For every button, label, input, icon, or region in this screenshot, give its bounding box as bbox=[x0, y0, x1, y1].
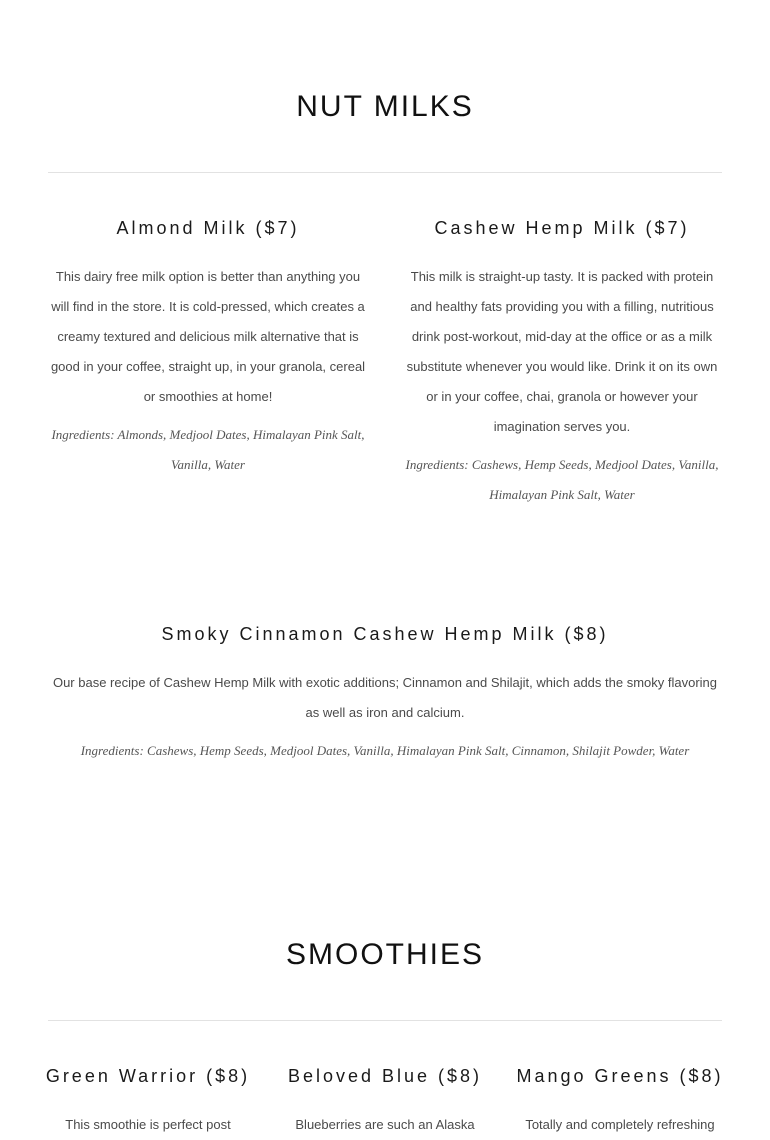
item-description: This dairy free milk option is better than anything you will find in the store. It is cold-pressed, which creates a creamy textured and delicious milk alternative that is good in your coffee, straight up, in your granola, cereal or smoothies at home! bbox=[50, 268, 366, 404]
item-title: Beloved Blue ($8) bbox=[287, 1066, 483, 1086]
section-heading-nut-milks: NUT MILKS bbox=[296, 90, 474, 123]
menu-item-mango-greens bbox=[512, 1066, 728, 1140]
menu-item-smoky-cinnamon-cashew-hemp-milk bbox=[48, 624, 722, 766]
section-divider bbox=[48, 172, 722, 173]
item-title: Mango Greens ($8) bbox=[516, 1066, 724, 1086]
item-title: Green Warrior ($8) bbox=[45, 1066, 251, 1086]
item-title: Almond Milk ($7) bbox=[116, 218, 300, 238]
item-ingredients: Ingredients: Cashews, Hemp Seeds, Medjool Dates, Vanilla, Himalayan Pink Salt, Water bbox=[405, 456, 719, 502]
item-ingredients: Ingredients: Cashews, Hemp Seeds, Medjool Dates, Vanilla, Himalayan Pink Salt, Cinnamon, Shilajit Powder, Water bbox=[80, 742, 690, 758]
item-ingredients: Ingredients: Almonds, Medjool Dates, Himalayan Pink Salt, Vanilla, Water bbox=[51, 426, 365, 472]
item-description: Blueberries are such an Alaska bbox=[295, 1116, 475, 1132]
item-description: Our base recipe of Cashew Hemp Milk with exotic additions; Cinnamon and Shilajit, which adds the smoky flavoring as well as iron and calcium. bbox=[52, 674, 718, 720]
item-title: Cashew Hemp Milk ($7) bbox=[434, 218, 690, 238]
section-heading-smoothies: SMOOTHIES bbox=[285, 938, 484, 971]
item-description: Totally and completely refreshing bbox=[525, 1116, 715, 1132]
item-description: This smoothie is perfect post bbox=[65, 1116, 231, 1132]
menu-item-beloved-blue bbox=[277, 1066, 493, 1140]
item-title: Smoky Cinnamon Cashew Hemp Milk ($8) bbox=[161, 624, 609, 644]
item-description: This milk is straight-up tasty. It is packed with protein and healthy fats providing you with a filling, nutritious drink post-workout, mid-day at the office or as a milk substitute whenever you would like. Drink it on its own or in your coffee, chai, granola or however your imagination serves you. bbox=[406, 268, 718, 434]
section-divider bbox=[48, 1020, 722, 1021]
menu-item-almond-milk bbox=[48, 218, 368, 480]
menu-item-cashew-hemp-milk bbox=[402, 218, 722, 510]
menu-item-green-warrior bbox=[40, 1066, 256, 1140]
